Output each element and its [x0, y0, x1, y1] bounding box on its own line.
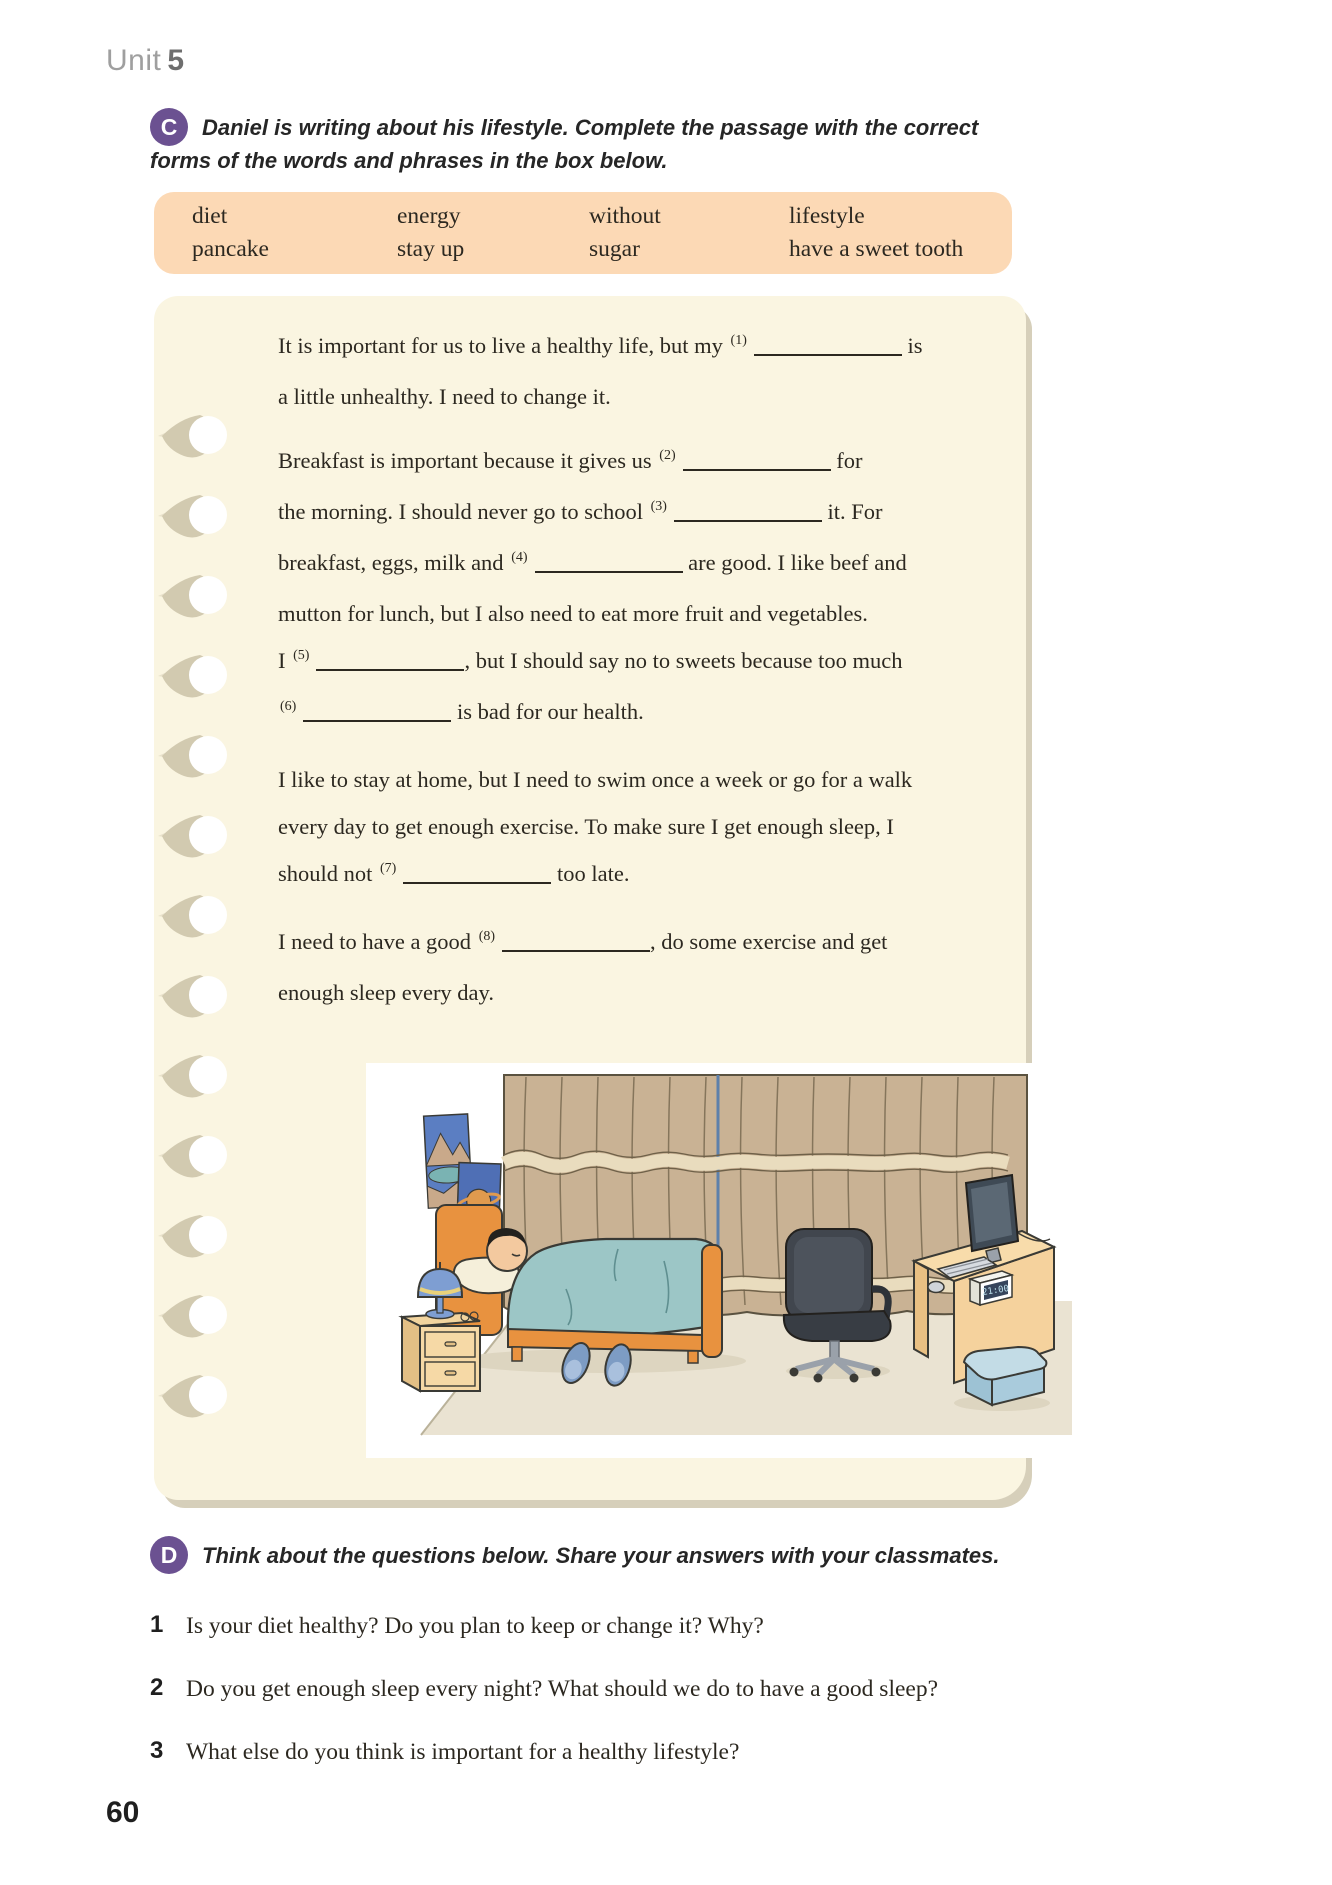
word-box-item: lifestyle	[789, 203, 865, 229]
blank-line-3	[674, 520, 822, 522]
spiral-hole	[156, 566, 248, 628]
notebook-panel	[154, 296, 1026, 1500]
word-box	[154, 192, 1012, 274]
spiral-hole	[156, 1206, 248, 1268]
blank-number: (7)	[380, 861, 397, 876]
spiral-hole	[156, 726, 248, 788]
unit-label: Unit	[106, 44, 162, 77]
blanket	[508, 1239, 720, 1337]
word-box-item: energy	[397, 203, 461, 229]
storage-box	[954, 1347, 1050, 1411]
passage-paragraph: I like to stay at home, but I need to swim once a week or go for a walk every day to get enough exercise. To make sure I get enough sleep, I should not $^{(7)}$ too late.	[278, 767, 913, 886]
blank-line-5	[316, 669, 464, 671]
section-c-badge: C	[150, 108, 188, 146]
section-d-instruction-row	[150, 1536, 1170, 1572]
footboard	[702, 1245, 722, 1357]
spiral-hole	[156, 486, 248, 548]
passage	[278, 322, 1064, 1033]
blank-line-6	[303, 720, 451, 722]
word-box-item: diet	[192, 203, 228, 229]
spiral-hole	[156, 886, 248, 948]
unit-header	[106, 44, 185, 78]
mouse	[928, 1282, 944, 1293]
question-list	[150, 1608, 1270, 1797]
word-box-item: stay up	[397, 236, 465, 262]
blank-line-7	[403, 882, 551, 884]
spiral-hole	[156, 1366, 248, 1428]
question-text: Do you get enough sleep every night? What should we do to have a good sleep?	[186, 1676, 939, 1702]
bedroom-illustration	[366, 1063, 1072, 1458]
question-number: 3	[150, 1737, 164, 1764]
spiral-hole	[156, 806, 248, 868]
section-d-badge: D	[150, 1536, 188, 1574]
question-number: 2	[150, 1674, 164, 1701]
passage-paragraph: Breakfast is important because it gives us $^{(2)}$ for the morning. I should never go to school $^{(3)}$ it. For breakfast, eggs, milk and $^{(4)}$ are good. I like beef and mutton for lunch, but I also need to eat more fruit and vegetables. I $^{(5)}$ , but I should say no to sweets because too much $^{(6)}$ is bad for our health.	[278, 448, 907, 724]
page-number: 60	[106, 1796, 140, 1829]
blank-number: (6)	[280, 699, 297, 714]
passage-paragraph: It is important for us to live a healthy life, but my $^{(1)}$ is a little unhealthy. I need to change it.	[278, 333, 923, 409]
blank-number: (4)	[511, 550, 528, 565]
blank-line-1	[754, 354, 902, 356]
blank-number: (8)	[478, 929, 496, 944]
question-number: 1	[150, 1611, 164, 1638]
blank-number: (5)	[293, 648, 310, 663]
question-row	[150, 1671, 1270, 1707]
word-box-item: have a sweet tooth	[789, 236, 964, 262]
question-text: Is your diet healthy? Do you plan to keep or change it? Why?	[186, 1613, 764, 1639]
spiral-hole	[156, 406, 248, 468]
section-c-instruction: Daniel is writing about his lifestyle. Complete the passage with the correct forms of the words and phrases in the box below.	[150, 115, 979, 173]
spiral-hole	[156, 1046, 248, 1108]
word-box-item: sugar	[589, 236, 640, 262]
blank-line-4	[535, 571, 683, 573]
unit-number: 5	[167, 44, 185, 77]
question-row	[150, 1608, 1270, 1644]
sleeping-boy	[487, 1228, 527, 1271]
section-c-instruction-row	[150, 108, 1030, 177]
bedroom-scene	[366, 1063, 1072, 1458]
blank-number: (2)	[659, 448, 676, 463]
question-text: What else do you think is important for a healthy lifestyle?	[186, 1739, 740, 1765]
passage-paragraph: I need to have a good $^{(8)}$ , do some exercise and get enough sleep every day.	[278, 929, 888, 1005]
blank-line-8	[502, 950, 650, 952]
clock-display: 21:00	[981, 1283, 1010, 1299]
blank-line-2	[683, 469, 831, 471]
blank-number: (1)	[730, 333, 747, 348]
spiral-hole	[156, 966, 248, 1028]
section-d-instruction: Think about the questions below. Share your answers with your classmates.	[202, 1543, 1000, 1568]
spiral-hole	[156, 646, 248, 708]
word-box-item: without	[589, 203, 661, 229]
question-row	[150, 1734, 1270, 1770]
word-box-item: pancake	[192, 236, 269, 262]
spiral-hole	[156, 1286, 248, 1348]
blank-number: (3)	[650, 499, 667, 514]
spiral-hole	[156, 1126, 248, 1188]
